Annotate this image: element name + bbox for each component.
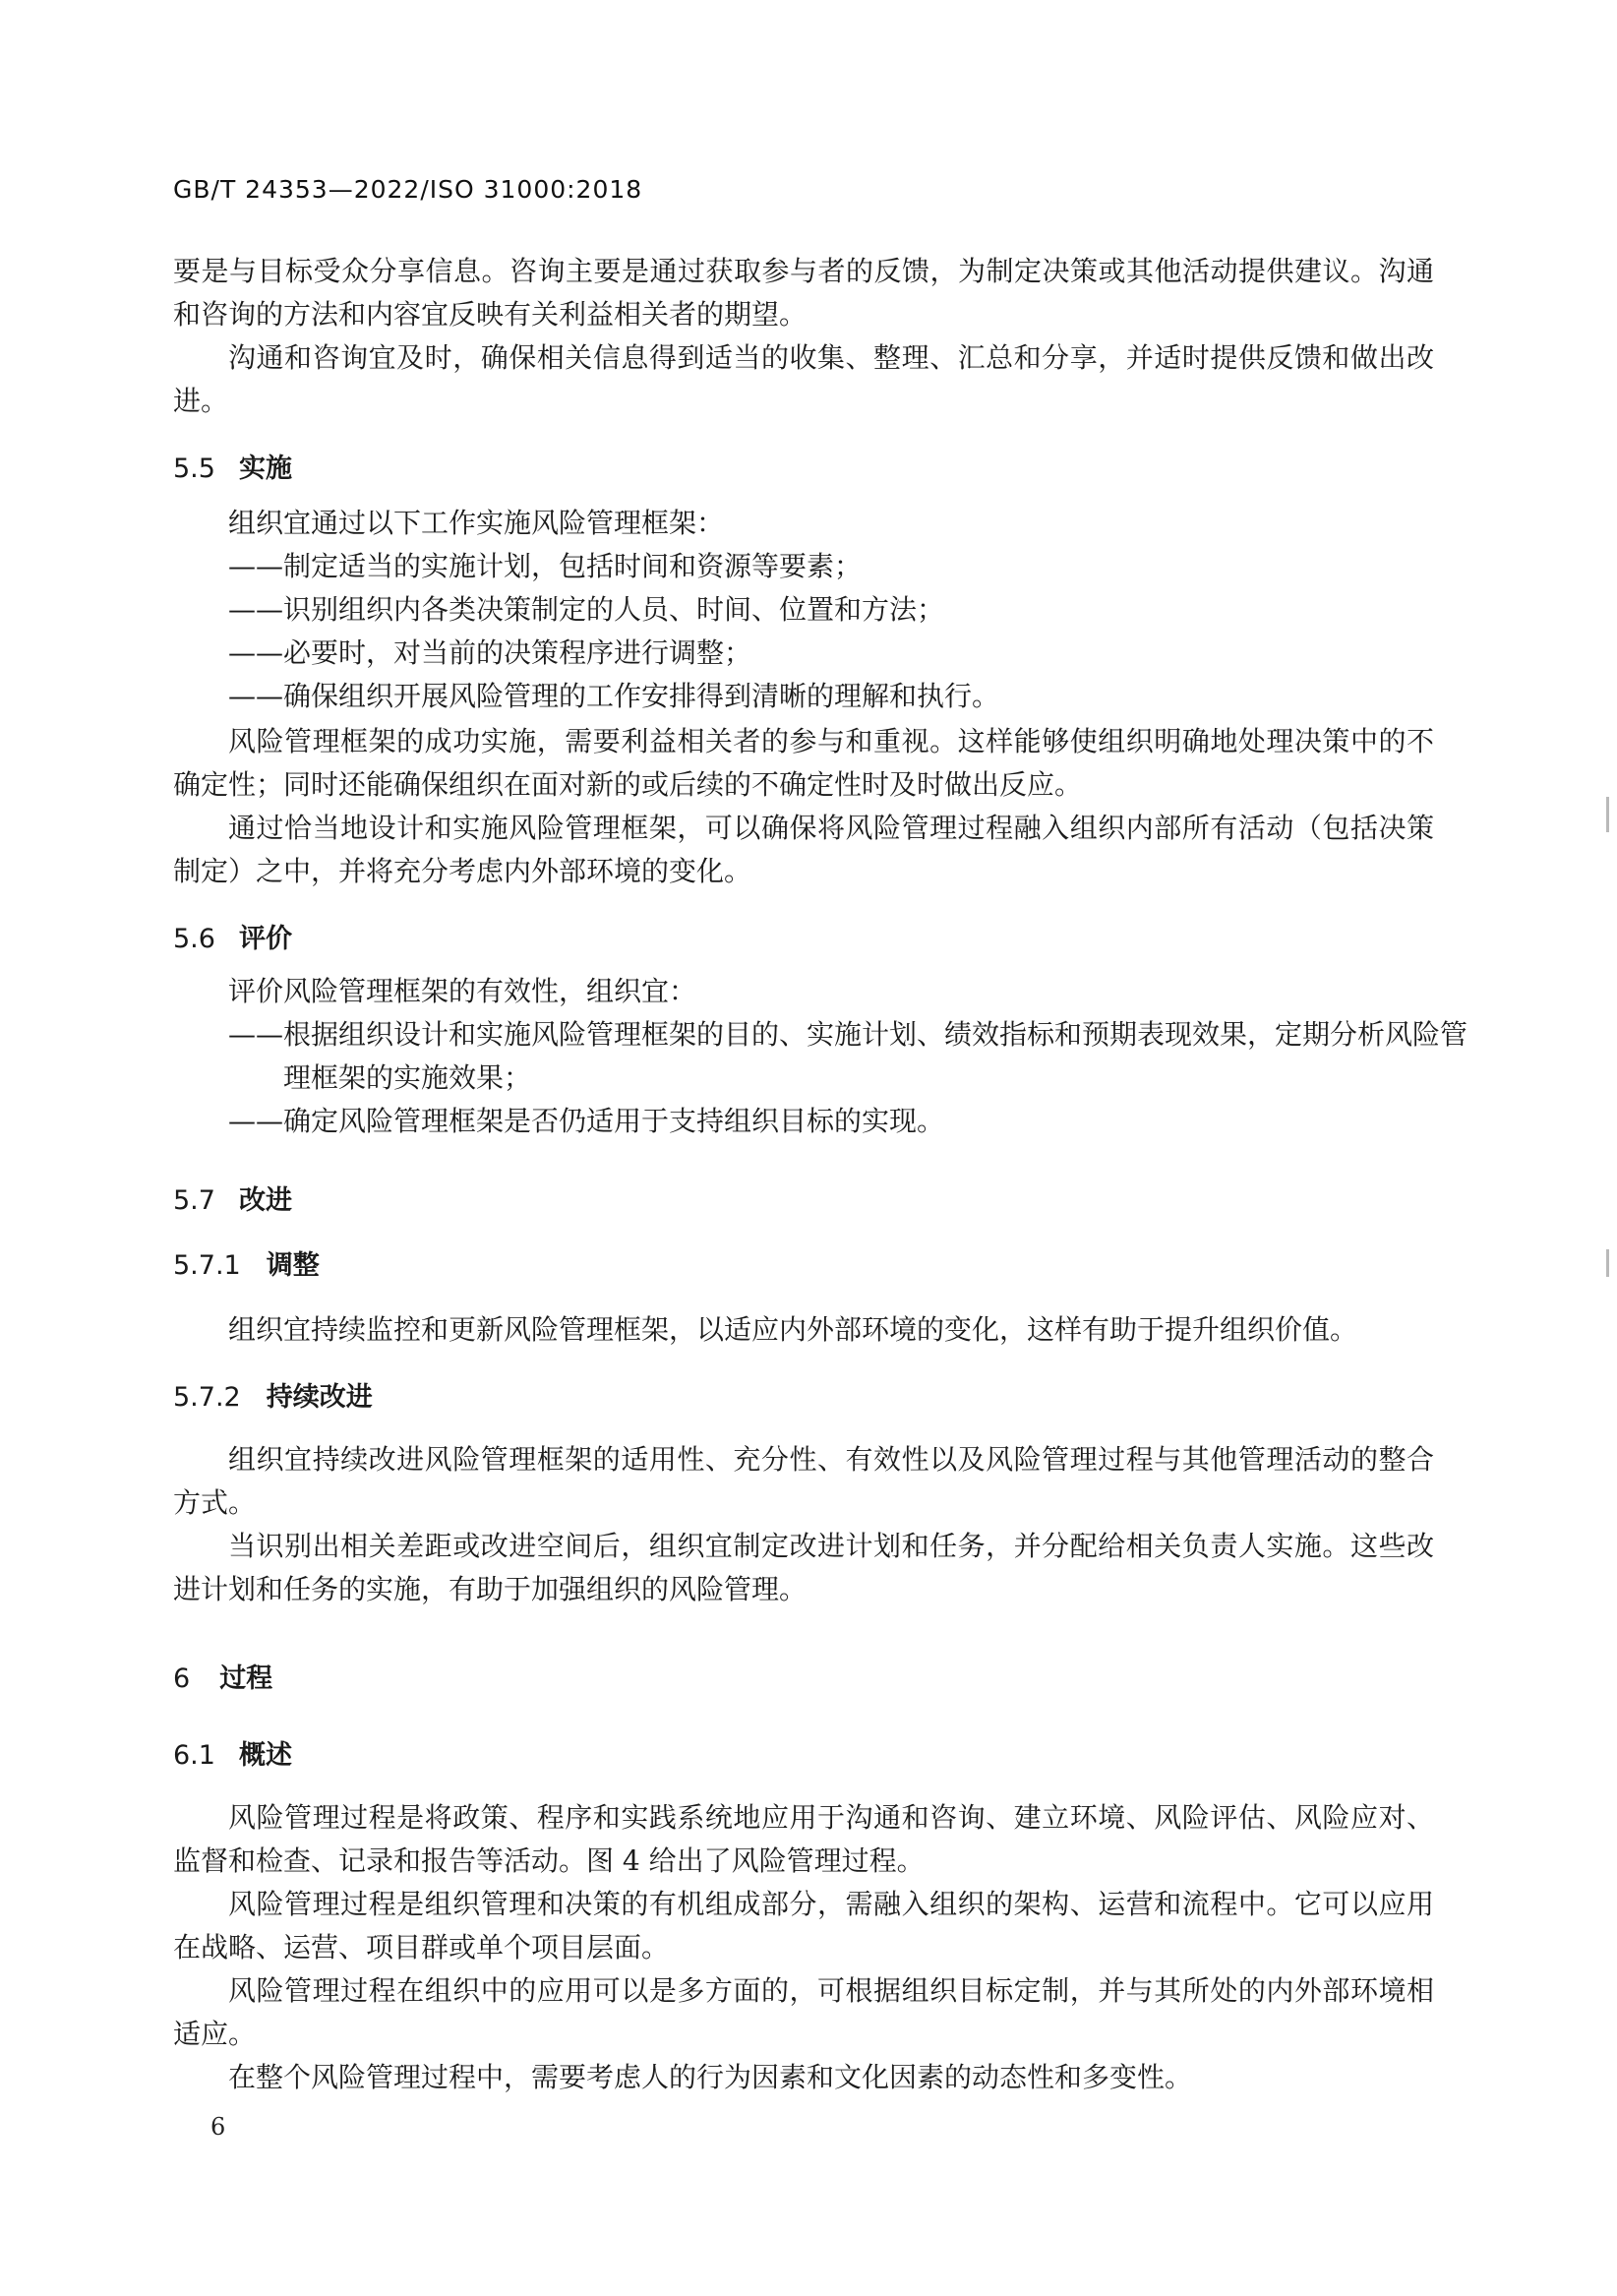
list-item-text: 确定风险管理框架是否仍适用于支持组织目标的实现。 <box>283 1105 945 1137</box>
paragraph-5-7-2-b: 当识别出相关差距或改进空间后，组织宜制定改进计划和任务，并分配给相关负责人实施。这些改进计划和任务的实施，有助于加强组织的风险管理。 <box>173 1530 1434 1605</box>
dash-bullet: —— <box>228 1018 283 1051</box>
dash-bullet: —— <box>228 680 283 712</box>
heading-title: 实施 <box>238 453 292 484</box>
heading-5-5 <box>173 447 292 485</box>
paragraph-5-5-lead: 组织宜通过以下工作实施风险管理框架： <box>228 507 725 539</box>
paragraph-5-5-b: 通过恰当地设计和实施风险管理框架，可以确保将风险管理过程融入组织内部所有活动（包括决策制定）之中，并将充分考虑内外部环境的变化。 <box>173 812 1434 887</box>
paragraph-6-1-d: 在整个风险管理过程中，需要考虑人的行为因素和文化因素的动态性和多变性。 <box>228 2061 1193 2093</box>
heading-6 <box>173 1657 272 1695</box>
list-item <box>228 632 1489 675</box>
scan-edge-mark <box>1606 1249 1609 1277</box>
dash-bullet: —— <box>228 550 283 582</box>
heading-number: 5.6 <box>173 924 215 954</box>
heading-5-7-2 <box>173 1375 373 1414</box>
heading-title: 持续改进 <box>266 1382 373 1413</box>
list-item <box>228 1013 1489 1100</box>
heading-6-1 <box>173 1733 292 1772</box>
heading-number: 6.1 <box>173 1740 215 1771</box>
heading-number: 5.5 <box>173 453 215 484</box>
list-item-text: 确保组织开展风险管理的工作安排得到清晰的理解和执行。 <box>283 680 1000 712</box>
heading-number: 5.7.2 <box>173 1382 241 1413</box>
heading-title: 概述 <box>238 1740 292 1771</box>
paragraph-5-6-lead: 评价风险管理框架的有效性，组织宜： <box>228 975 697 1007</box>
paragraph-6-1-a: 风险管理过程是将政策、程序和实践系统地应用于沟通和咨询、建立环境、风险评估、风险应对、监督和检查、记录和报告等活动。图 4 给出了风险管理过程。 <box>173 1801 1434 1877</box>
paragraph-6-1-c: 风险管理过程在组织中的应用可以是多方面的，可根据组织目标定制，并与其所处的内外部环境相适应。 <box>173 1974 1434 2050</box>
paragraph-5-7-2-a: 组织宜持续改进风险管理框架的适用性、充分性、有效性以及风险管理过程与其他管理活动的整合方式。 <box>173 1443 1434 1519</box>
list-item-text: 制定适当的实施计划，包括时间和资源等要素； <box>283 550 863 582</box>
list-item-text: 根据组织设计和实施风险管理框架的目的、实施计划、绩效指标和预期表现效果，定期分析风险管理框架的实施效果； <box>283 1018 1468 1094</box>
list-item <box>228 545 1489 588</box>
page-number: 6 <box>210 2113 226 2141</box>
list-item-text: 识别组织内各类决策制定的人员、时间、位置和方法； <box>283 593 945 626</box>
heading-title: 评价 <box>238 924 292 954</box>
list-item-text: 必要时，对当前的决策程序进行调整； <box>283 636 752 669</box>
paragraph-intro-2: 沟通和咨询宜及时，确保相关信息得到适当的收集、整理、汇总和分享，并适时提供反馈和做出改进。 <box>173 341 1434 417</box>
heading-title: 改进 <box>238 1185 292 1216</box>
scan-edge-mark <box>1606 797 1609 832</box>
paragraph-5-7-1: 组织宜持续监控和更新风险管理框架，以适应内外部环境的变化，这样有助于提升组织价值。 <box>228 1313 1358 1346</box>
paragraph-5-5-a: 风险管理框架的成功实施，需要利益相关者的参与和重视。这样能够使组织明确地处理决策中的不确定性；同时还能确保组织在面对新的或后续的不确定性时及时做出反应。 <box>173 725 1434 801</box>
heading-5-6 <box>173 917 292 955</box>
paragraph-intro-1: 要是与目标受众分享信息。咨询主要是通过获取参与者的反馈，为制定决策或其他活动提供建议。沟通和咨询的方法和内容宜反映有关利益相关者的期望。 <box>173 255 1434 331</box>
list-item <box>228 588 1489 632</box>
heading-title: 调整 <box>266 1250 320 1281</box>
dash-bullet: —— <box>228 1105 283 1137</box>
standard-header: GB/T 24353—2022/ISO 31000:2018 <box>173 175 643 204</box>
heading-number: 5.7 <box>173 1185 215 1216</box>
heading-5-7 <box>173 1178 292 1217</box>
heading-title: 过程 <box>219 1663 273 1694</box>
list-item <box>228 1100 1489 1143</box>
heading-number: 5.7.1 <box>173 1250 241 1281</box>
list-item <box>228 675 1489 718</box>
dash-bullet: —— <box>228 593 283 626</box>
heading-number: 6 <box>173 1663 191 1694</box>
dash-bullet: —— <box>228 636 283 669</box>
heading-5-7-1 <box>173 1243 320 1282</box>
paragraph-6-1-b: 风险管理过程是组织管理和决策的有机组成部分，需融入组织的架构、运营和流程中。它可以应用在战略、运营、项目群或单个项目层面。 <box>173 1888 1434 1964</box>
